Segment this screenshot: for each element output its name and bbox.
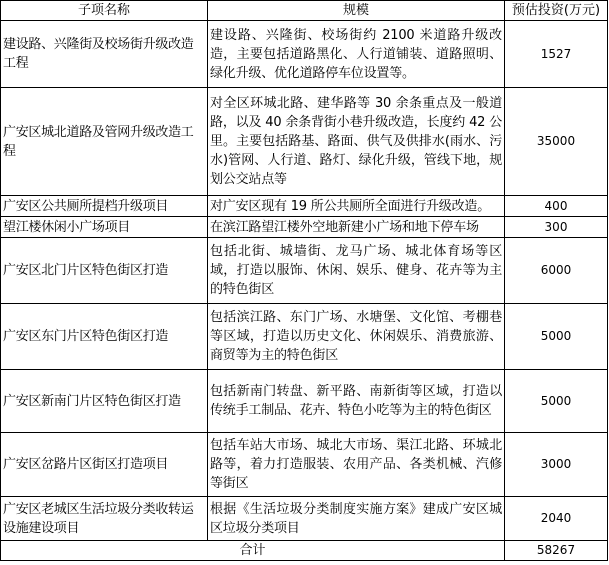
- row-name: 广安区城北道路及管网升级改造工程: [1, 88, 208, 196]
- row-amount: 3000: [505, 433, 608, 497]
- table-row: [1, 304, 608, 370]
- row-name: 广安区新南门片区特色街区打造: [1, 370, 208, 433]
- row-scope: 根据《生活垃圾分类制度实施方案》建成广安区城区垃圾分类项目: [208, 497, 505, 541]
- row-name: 建设路、兴隆街及校场街升级改造工程: [1, 21, 208, 88]
- table-row: [1, 497, 608, 541]
- row-name: 望江楼休闲小广场项目: [1, 217, 208, 238]
- row-amount: 6000: [505, 238, 608, 304]
- row-scope: 包括新南门转盘、新平路、南新街等区域，打造以传统手工制品、花卉、特色小吃等为主的特色街区: [208, 370, 505, 433]
- row-name: 广安区老城区生活垃圾分类收转运设施建设项目: [1, 497, 208, 541]
- row-name: 广安区北门片区特色街区打造: [1, 238, 208, 304]
- table-row: [1, 370, 608, 433]
- row-amount: 5000: [505, 304, 608, 370]
- row-amount: 400: [505, 196, 608, 217]
- row-name: 广安区岔路片区街区打造项目: [1, 433, 208, 497]
- row-name: 广安区东门片区特色街区打造: [1, 304, 208, 370]
- row-scope: 包括车站大市场、城北大市场、渠江北路、环城北路等，着力打造服装、农用产品、各类机械、汽修等街区: [208, 433, 505, 497]
- header-scope: 规模: [208, 1, 505, 21]
- row-amount: 1527: [505, 21, 608, 88]
- header-row: [1, 1, 608, 21]
- table-row: [1, 196, 608, 217]
- total-label: 合计: [1, 541, 505, 561]
- row-scope: 对全区环城北路、建华路等 30 余条重点及一般道路，以及 40 余条背街小巷升级改造，长度约 42 公里。主要包括路基、路面、供气及供排水(雨水、污水)管网、人行道、路灯、绿化升级，管线下地，规划公交站点等: [208, 88, 505, 196]
- table-row: [1, 88, 608, 196]
- row-scope: 包括滨江路、东门广场、水塘堡、文化馆、考棚巷等区域，打造以历史文化、休闲娱乐、消费旅游、商贸等为主的特色街区: [208, 304, 505, 370]
- table-row: [1, 433, 608, 497]
- row-amount: 5000: [505, 370, 608, 433]
- header-amount: 预估投资(万元): [505, 1, 608, 21]
- header-name: 子项名称: [1, 1, 208, 21]
- row-name: 广安区公共厕所提档升级项目: [1, 196, 208, 217]
- row-scope: 包括北街、城墙街、龙马广场、城北体育场等区域，打造以服饰、休闲、娱乐、健身、花卉等为主的特色街区: [208, 238, 505, 304]
- row-amount: 2040: [505, 497, 608, 541]
- total-amount: 58267: [505, 541, 608, 561]
- row-scope: 建设路、兴隆街、校场街约 2100 米道路升级改造，主要包括道路黑化、人行道铺装、道路照明、绿化升级、优化道路停车位设置等。: [208, 21, 505, 88]
- table-row: [1, 21, 608, 88]
- row-amount: 35000: [505, 88, 608, 196]
- table-row: [1, 217, 608, 238]
- row-scope: 在滨江路望江楼外空地新建小广场和地下停车场: [208, 217, 505, 238]
- total-row: [1, 541, 608, 561]
- row-scope: 对广安区现有 19 所公共厕所全面进行升级改造。: [208, 196, 505, 217]
- row-amount: 300: [505, 217, 608, 238]
- table-row: [1, 238, 608, 304]
